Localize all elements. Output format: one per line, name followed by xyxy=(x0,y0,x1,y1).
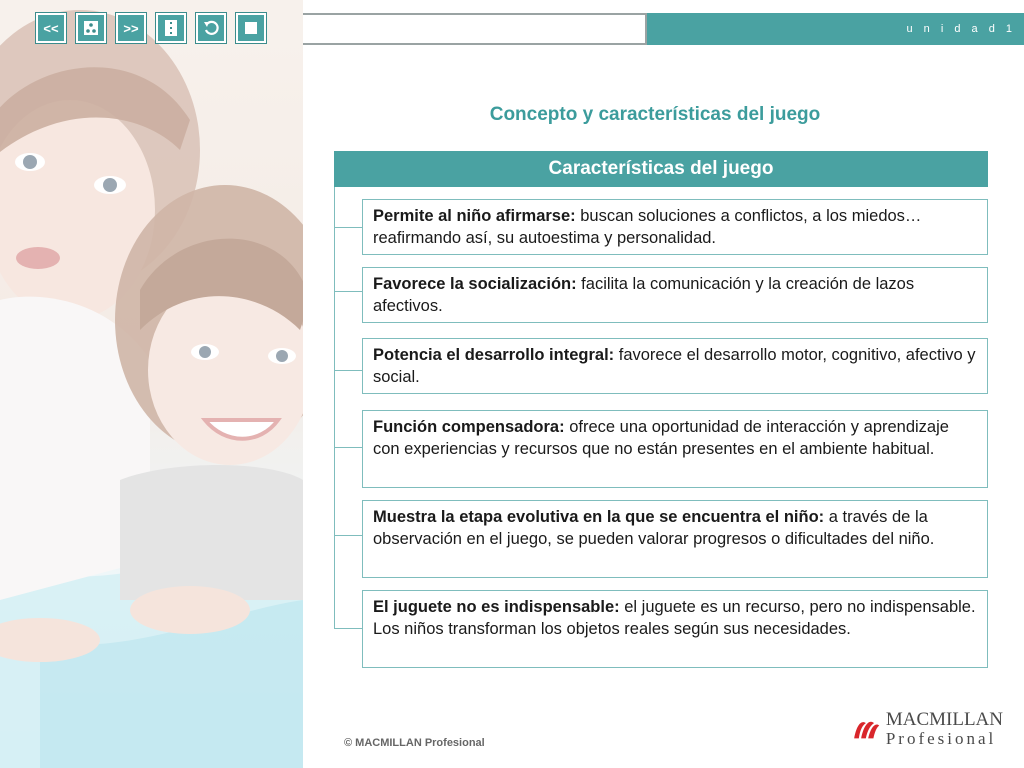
previous-button[interactable] xyxy=(36,13,66,43)
item-heading: Favorece la socialización: xyxy=(373,275,577,293)
list-item xyxy=(362,500,988,578)
next-icon: >> xyxy=(123,20,139,36)
item-text: a través de la observación en el juego, se pueden valorar progresos o dificultades del niño. xyxy=(373,508,935,548)
item-text: el juguete es un recurso, pero no indispensable. Los niños transforman los objetos reales según sus necesidades. xyxy=(373,598,976,638)
tree-connector xyxy=(334,187,364,631)
item-heading: Función compensadora: xyxy=(373,418,565,436)
list-item xyxy=(362,199,988,255)
item-text: favorece el desarrollo motor, cognitivo, afectivo y social. xyxy=(373,346,976,386)
list-item xyxy=(362,338,988,394)
unit-bar xyxy=(647,13,1024,45)
list-item xyxy=(362,410,988,488)
item-text: ofrece una oportunidad de interacción y aprendizaje con experiencias y recursos que no están presentes en el ambiente habitual. xyxy=(373,418,949,458)
connector-branch xyxy=(334,291,363,292)
table-header xyxy=(334,151,988,187)
navigation-toolbar xyxy=(36,13,266,43)
item-heading: Muestra la etapa evolutiva en la que se encuentra el niño: xyxy=(373,508,825,526)
macmillan-logo xyxy=(853,706,1003,752)
connector-branch xyxy=(334,628,363,629)
item-text: facilita la comunicación y la creación de lazos afectivos. xyxy=(373,275,915,315)
connector-branch xyxy=(334,227,363,228)
list-item xyxy=(362,267,988,323)
page-title: Concepto y características del juego xyxy=(489,104,821,125)
undo-button[interactable] xyxy=(196,13,226,43)
children-photo xyxy=(0,0,303,768)
copyright-text: © MACMILLAN Profesional xyxy=(344,737,485,749)
stop-button[interactable] xyxy=(236,13,266,43)
table-header-label: Características del juego xyxy=(548,158,774,179)
item-heading: Potencia el desarrollo integral: xyxy=(373,346,615,364)
topbar-blank xyxy=(303,13,647,45)
connector-branch xyxy=(334,535,363,536)
logo-line1: MACMILLAN xyxy=(885,709,1003,730)
item-heading: Permite al niño afirmarse: xyxy=(373,207,576,225)
unit-label: u n i d a d 1 xyxy=(906,23,1016,35)
index-button[interactable] xyxy=(156,13,186,43)
connector-branch xyxy=(334,370,363,371)
previous-icon: << xyxy=(43,20,59,36)
logo-line2: Profesional xyxy=(885,729,997,748)
item-heading: El juguete no es indispensable: xyxy=(373,598,620,616)
connector-branch xyxy=(334,447,363,448)
stop-icon xyxy=(244,21,258,35)
connector-vertical-line xyxy=(334,187,335,629)
item-text: buscan soluciones a conflictos, a los miedos… reafirmando así, su autoestima y personalidad. xyxy=(373,207,922,247)
dice-icon xyxy=(83,20,99,36)
index-icon xyxy=(163,19,179,37)
dice-button[interactable] xyxy=(76,13,106,43)
list-item xyxy=(362,590,988,668)
next-button[interactable] xyxy=(116,13,146,43)
undo-icon xyxy=(202,19,220,37)
macmillan-logo-icon xyxy=(853,709,880,749)
